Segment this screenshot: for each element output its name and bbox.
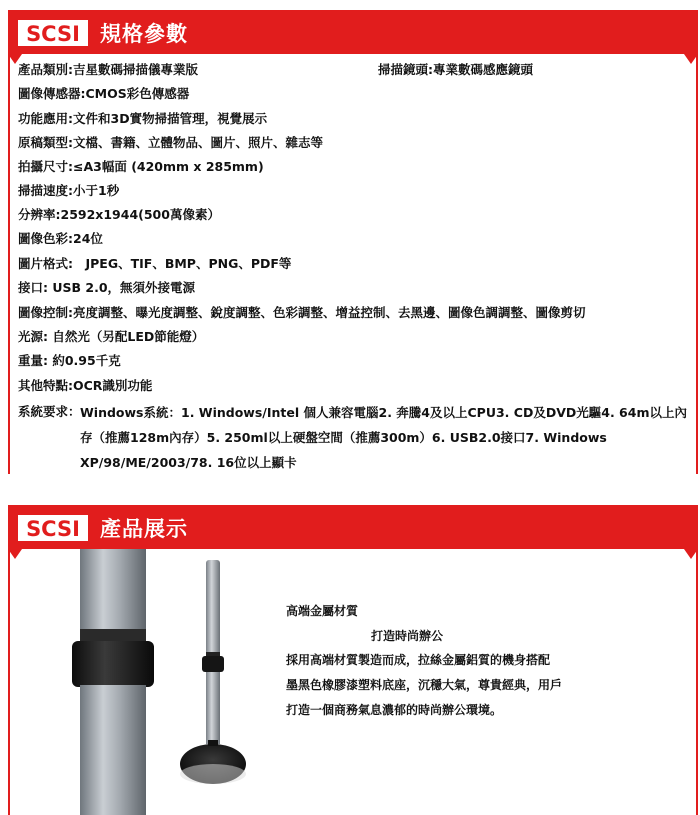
- product-description-line: 採用高端材質製造而成，拉絲金屬鋁質的機身搭配: [286, 653, 551, 667]
- spec-item: 其他特點:OCR識別功能: [18, 378, 153, 393]
- spec-item: 掃描速度:小于1秒: [18, 183, 120, 198]
- product-heading: 高端金屬材質: [286, 604, 359, 618]
- spec-item: 功能應用:文件和3D實物掃描管理，視覺展示: [18, 111, 268, 126]
- product-description-line: 打造一個商務氣息濃郁的時尚辦公環境。: [286, 703, 503, 717]
- scanner-full-image: [178, 560, 248, 790]
- scanner-closeup-image: [60, 549, 170, 815]
- brand-logo: [18, 20, 88, 46]
- specs-title: 規格參數: [100, 22, 188, 46]
- spec-item: 重量: 約0.95千克: [18, 353, 121, 368]
- system-label: 系統要求：: [18, 404, 81, 419]
- spec-item: 拍攝尺寸:≤A3幅面 (420mm x 285mm): [18, 159, 264, 174]
- spec-item: 圖像控制:亮度調整、曝光度調整、銳度調整、色彩調整、增益控制、去黑邊、圖像色調調整、圖像剪切: [18, 305, 586, 320]
- specs-header: [8, 10, 698, 54]
- spec-item: 原稿類型:文檔、書籍、立體物品、圖片、照片、雜志等: [18, 135, 323, 150]
- spec-item: 圖片格式: JPEG、TIF、BMP、PNG、PDF等: [18, 256, 292, 271]
- spec-item: 圖像色彩:24位: [18, 231, 103, 246]
- display-corner-left: [8, 549, 22, 559]
- product-subheading: 打造時尚辦公: [371, 629, 444, 643]
- specs-corner-right: [684, 54, 698, 64]
- display-corner-right: [684, 549, 698, 559]
- svg-text:SCSI: SCSI: [26, 22, 80, 46]
- svg-text:SCSI: SCSI: [26, 517, 80, 541]
- spec-lens: 掃描鏡頭:專業數碼感應鏡頭: [378, 62, 533, 77]
- display-header: [8, 505, 698, 549]
- spec-item: 產品類別:吉星數碼掃描儀專業版: [18, 62, 198, 77]
- spec-item: 光源: 自然光（另配LED節能燈）: [18, 329, 205, 344]
- product-description-line: 墨黑色橡膠漆塑料底座，沉穩大氣，尊貴經典，用戶: [286, 678, 563, 692]
- brand-logo: [18, 515, 88, 541]
- spec-item: 圖像傳感器:CMOS彩色傳感器: [18, 86, 190, 101]
- display-title: 產品展示: [100, 517, 188, 541]
- system-requirements: Windows系統：1. Windows/Intel 個人兼容電腦2. 奔騰4及以上CPU3. CD及DVD光驅4. 64m以上內存（推薦128m內存）5. 250ml以上硬盤空間（推薦300m）6. USB2.0接口7. Windows XP/98/ME/2003/78. 16位以上顯卡: [80, 405, 687, 470]
- spec-item: 分辨率:2592x1944(500萬像素）: [18, 207, 220, 222]
- spec-item: 接口: USB 2.0，無須外接電源: [18, 280, 196, 295]
